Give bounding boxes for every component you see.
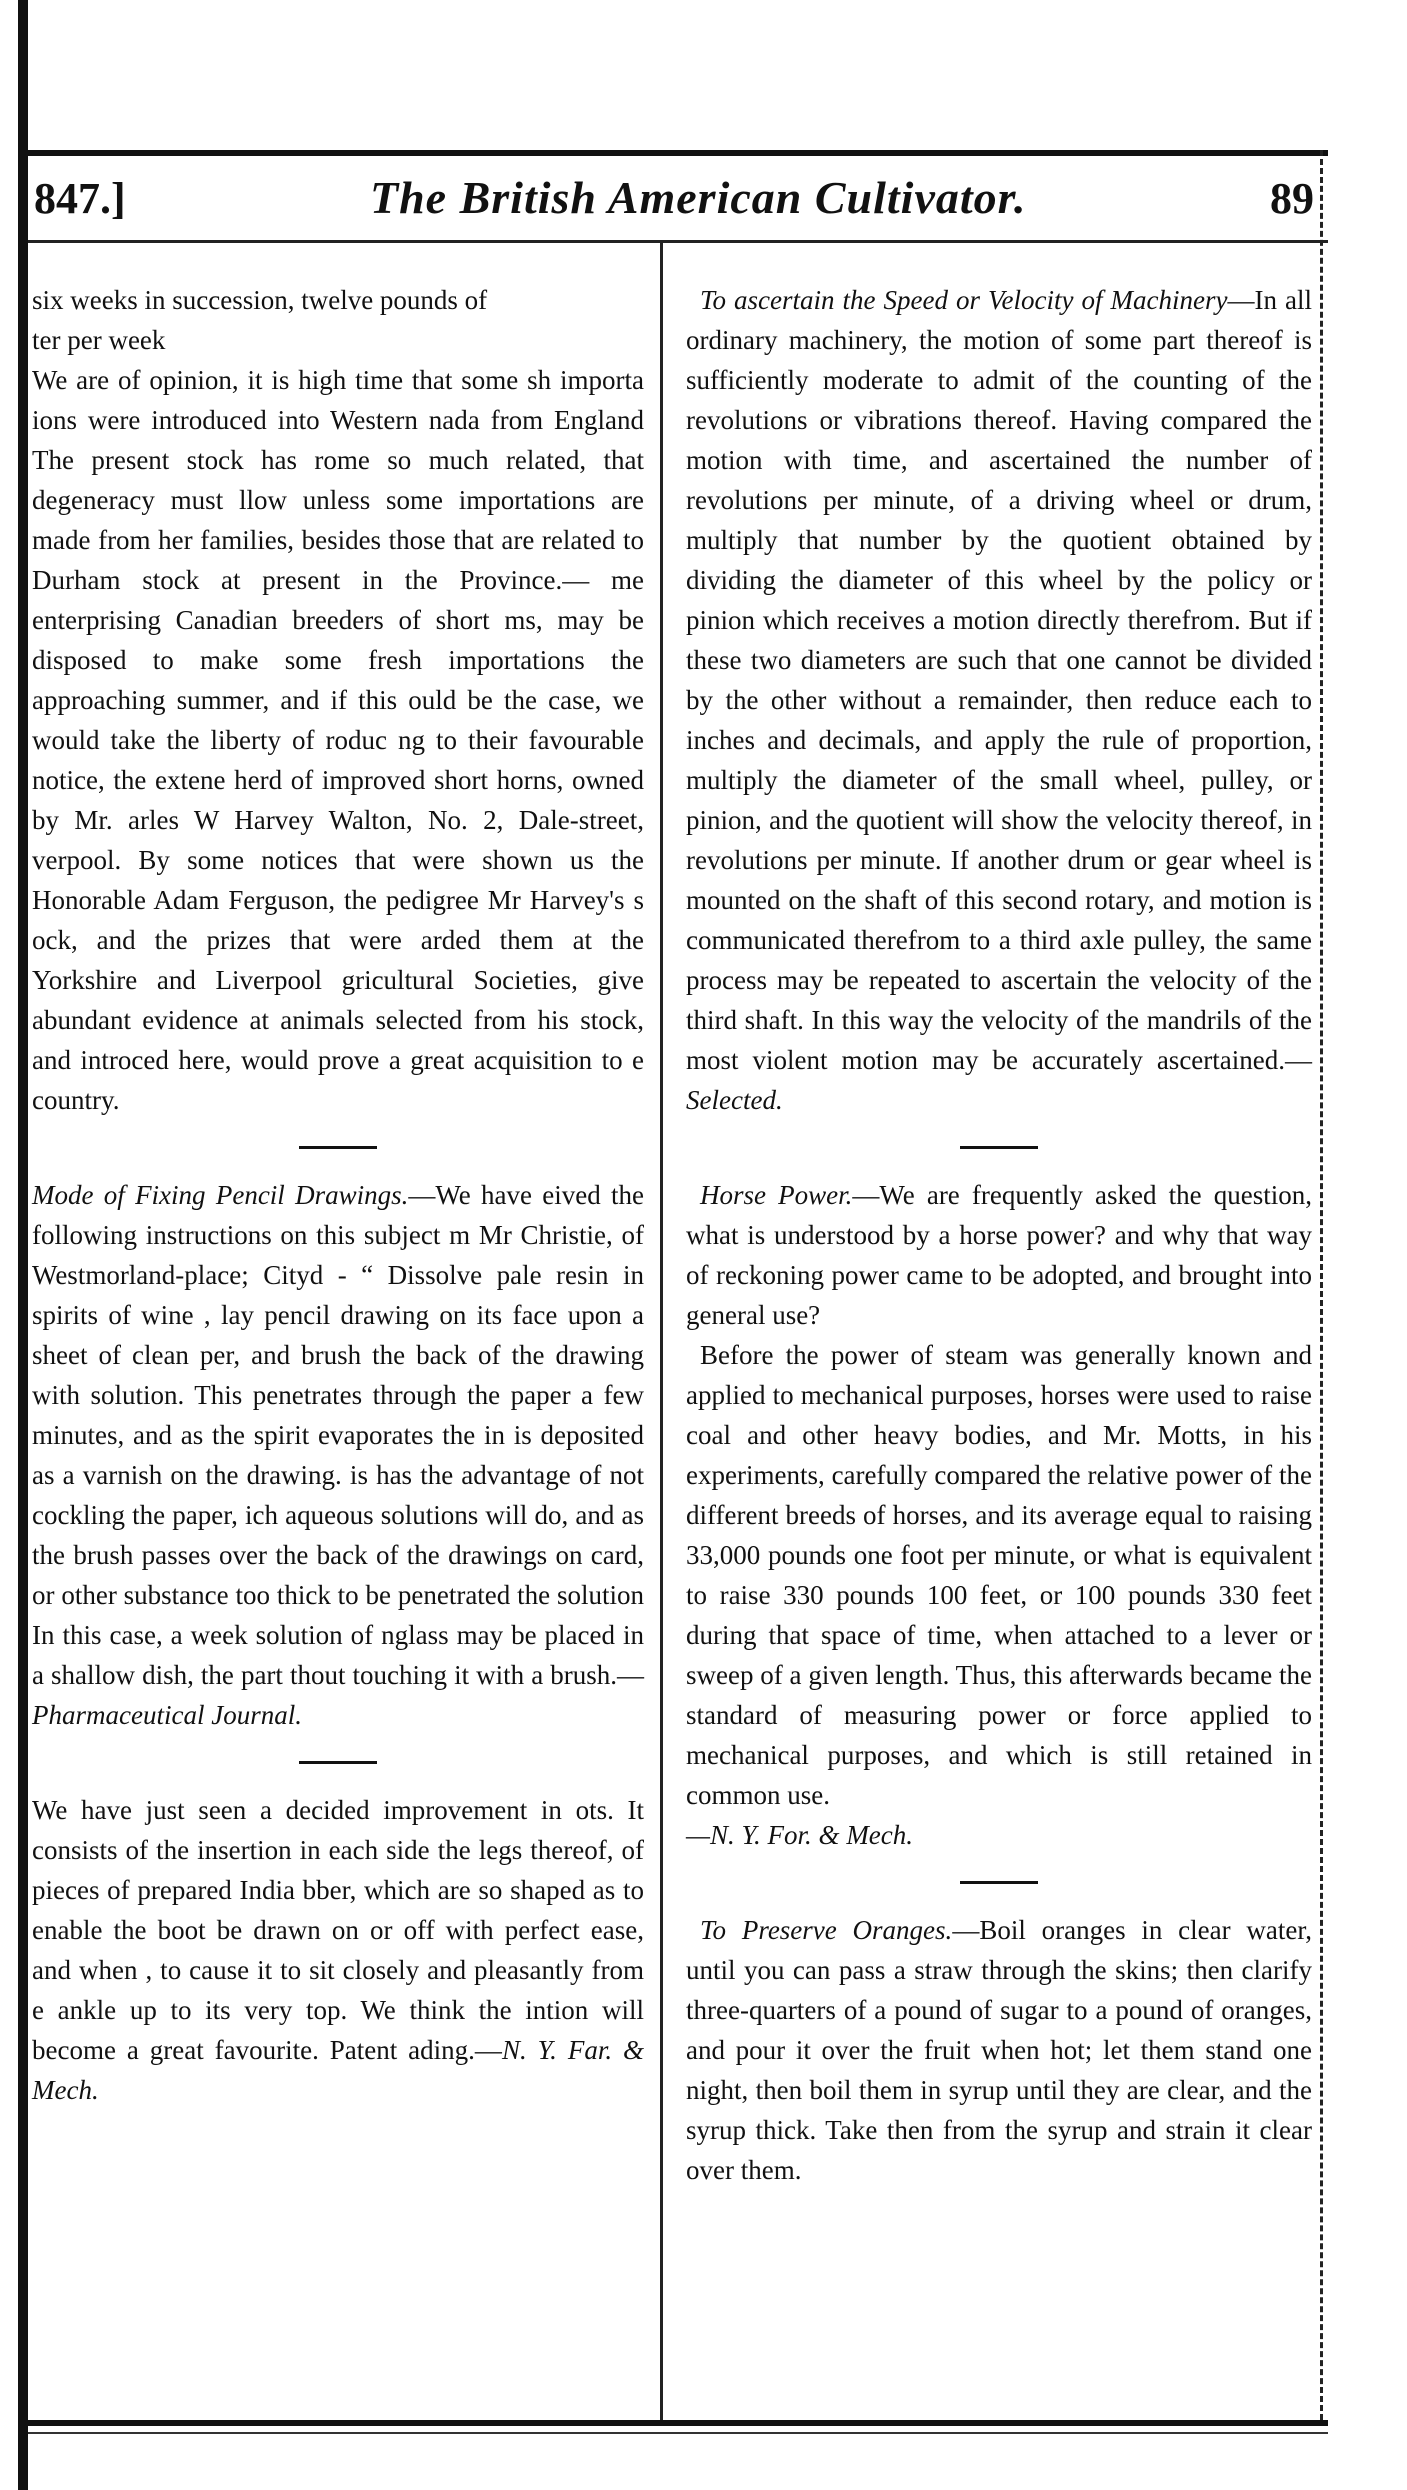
left-article2-body: —We have eived the following instructions on this subject m Mr Christie, of Westmorland-place; Cityd - “ Dissolve pale resin in spirits of wine , lay pencil drawing on its face upon a sheet of clean per, and brush the back of the drawing with solution. This penetrates through the paper a few minutes, and as the spirit evaporates the in is deposited as a varnish on the drawing. is has the advantage of not cockling the paper, ich aqueous solutions will do, and as the brush passes over the back of the drawings on card, or other substance too thick to be penetrated the solution In this case, a week solution of nglass may be placed in a shallow dish, the part thout touching it with a brush.— <box>32 1180 644 1690</box>
right-article1-body: —In all ordinary machinery, the motion of some part thereof is sufficiently moderate to admit of the counting of the revolutions or vibrations thereof. Having compared the motion with time, and ascertained the number of revolutions per minute, of a driving wheel or drum, multiply that number by the quotient obtained by dividing the diameter of this wheel by the policy or pinion which receives a motion directly therefrom. But if these two diameters are such that one cannot be divided by the other without a remainder, then reduce each to inches and decimals, and apply the rule of proportion, multiply the diameter of the small wheel, pulley, or pinion, and the quotient will show the velocity thereof, in revolutions per minute. If another drum or gear wheel is mounted on the shaft of this second rotary, and motion is communicated therefrom to a third axle pulley, the same process may be repeated to ascertain the velocity of the third shaft. In this way the velocity of the mandrils of the most violent motion may be accurately ascertained.— <box>686 285 1312 1075</box>
page-header <box>30 165 1320 235</box>
right-article3-heading: To Preserve Oranges. <box>700 1915 953 1945</box>
header-rule <box>28 240 1328 243</box>
left-article1-line2: ter per week <box>32 325 166 355</box>
left-article2-heading: Mode of Fixing Pencil Drawings. <box>32 1180 409 1210</box>
right-article1-source: Selected. <box>686 1085 783 1115</box>
article-separator <box>299 1146 377 1149</box>
left-article1-line1: six weeks in succession, twelve pounds of <box>32 285 488 315</box>
right-article2-source: —N. Y. For. & Mech. <box>686 1820 914 1850</box>
left-column <box>32 280 644 2110</box>
column-divider <box>660 243 663 2420</box>
right-article1-heading: To ascertain the Speed or Velocity of Machinery <box>700 285 1228 315</box>
left-article3-body: We have just seen a decided improvement in ots. It consists of the insertion in each side the legs thereof, of pieces of prepared India bber, which are so shaped as to enable the boot be drawn on or off with perfect ease, and when , to cause it to sit closely and pleasantly from e ankle up to its very top. We think the intion will become a great favourite. Patent ading.— <box>32 1795 644 2065</box>
right-article3-body: —Boil oranges in clear water, until you can pass a straw through the skins; then clarify three-quarters of a pound of sugar to a pound of oranges, and pour it over the fruit when hot; let them stand one night, then boil them in syrup until they are clear, and the syrup thick. Take then from the syrup and strain it clear over them. <box>686 1915 1312 2185</box>
bottom-rule-thin <box>28 2432 1328 2434</box>
right-article2-body1: —We are frequently asked the question, what is understood by a horse power? and why that way of reckoning power came to be adopted, and brought into general use? <box>686 1180 1312 1330</box>
left-article2-source: Pharmaceutical Journal. <box>32 1700 302 1730</box>
article-separator <box>960 1881 1038 1884</box>
left-article2 <box>32 1175 644 1735</box>
right-article2-body2: Before the power of steam was generally known and applied to mechanical purposes, horses were used to raise coal and other heavy bodies, and Mr. Motts, in his experiments, carefully compared the relative power of the different breeds of horses, and its average equal to raising 33,000 pounds one foot per minute, or what is equivalent to raise 330 pounds 100 feet, or 100 pounds 330 feet during that space of time, when attached to a lever or sweep of a given length. Thus, this afterwards became the standard of measuring power or force applied to mechanical purposes, and which is still retained in common use. <box>686 1340 1312 1810</box>
right-article2-para1 <box>686 1175 1312 1335</box>
left-article1-body: We are of opinion, it is high time that some sh importa ions were introduced into Western nada from England The present stock has rome so much related, that degeneracy must llow unless some importations are made from her families, besides those that are related to Durham stock at present in the Province.— me enterprising Canadian breeders of short ms, may be disposed to make some fresh importations the approaching summer, and if this ould be the case, we would take the liberty of roduc ng to their favourable notice, the extene herd of improved short horns, owned by Mr. arles W Harvey Walton, No. 2, Dale-street, verpool. By some notices that were shown us the Honorable Adam Ferguson, the pedigree Mr Harvey's s ock, and the prizes that were arded them at the Yorkshire and Liverpool gricultural Societies, give abundant evidence at animals selected from his stock, and introced here, would prove a great acquisition to e country. <box>32 365 644 1115</box>
top-rule <box>28 150 1328 156</box>
page-date: 847.] <box>34 174 126 223</box>
article-separator <box>960 1146 1038 1149</box>
left-article3-source: N. Y. Far. & Mech. <box>32 2035 645 2105</box>
right-article3 <box>686 1910 1312 2190</box>
article-separator <box>299 1761 377 1764</box>
right-article1 <box>686 280 1312 1120</box>
right-article2-heading: Horse Power. <box>700 1180 853 1210</box>
journal-title: The British American Cultivator. <box>370 172 1027 223</box>
bottom-rule <box>28 2420 1328 2426</box>
binding-edge <box>18 0 28 2490</box>
right-column <box>686 280 1312 2190</box>
page-number: 89 <box>1270 174 1314 223</box>
left-article3 <box>32 1790 644 2110</box>
right-border <box>1320 150 1328 2420</box>
